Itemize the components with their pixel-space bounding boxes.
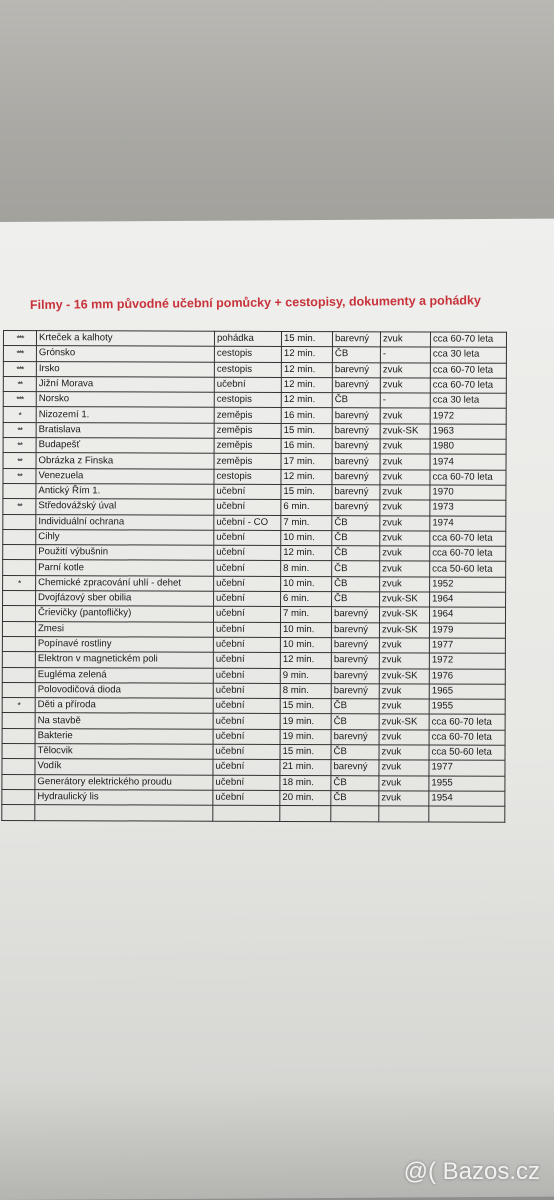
duration-cell: 12 min. [280,653,331,668]
duration-cell: 10 min. [281,530,332,545]
rating-cell [2,606,35,621]
sound-cell: zvuk [380,515,430,530]
title-cell: Bakterie [35,728,213,744]
rating-cell: ** [3,422,36,437]
rating-cell [2,774,35,789]
title-cell: Črievičky (pantofličky) [35,606,213,622]
color-cell: ČB [331,791,379,806]
table-row [3,331,506,348]
table-row [2,744,505,761]
category-cell: učební [214,591,281,607]
title-cell: Individuální ochrana [36,514,214,530]
duration-cell: 12 min. [281,377,332,392]
year-cell: 1973 [430,500,506,516]
title-cell: Bratislava [36,422,214,438]
table-row [3,575,506,592]
category-cell: učební [213,607,280,623]
title-cell: Popínavé rostliny [35,637,213,653]
category-cell: učební [213,790,280,806]
rating-cell: ** [3,453,36,468]
rating-cell: * [3,407,36,422]
rating-cell [2,652,35,667]
document-title: Filmy - 16 mm původné učební pomůcky + cestopisy, dokumenty a pohádky [29,293,481,312]
color-cell: ČB [331,775,379,790]
sound-cell: zvuk [380,577,430,592]
duration-cell: 6 min. [281,500,332,515]
year-cell: 1977 [429,638,505,654]
duration-cell: 8 min. [280,683,331,698]
table-row [3,514,506,531]
category-cell: cestopis [214,392,281,408]
category-cell: učební [214,377,281,393]
film-table [1,330,507,822]
table-row [3,499,506,516]
rating-cell [2,759,35,774]
sound-cell: - [380,347,430,362]
color-cell: barevný [332,439,380,454]
title-cell: Vodík [35,759,213,775]
category-cell: pohádka [214,331,281,347]
duration-cell: 7 min. [280,607,331,622]
color-cell: barevný [332,408,380,423]
duration-cell: 10 min. [281,576,332,591]
table-row [2,759,505,776]
year-cell: 1974 [430,516,506,532]
color-cell: barevný [332,362,380,377]
sound-cell: - [380,393,430,408]
sound-cell: zvuk [379,684,429,699]
rating-cell [2,728,35,743]
title-cell: Zmesi [35,621,213,637]
table-row [3,529,506,546]
duration-cell: 6 min. [281,592,332,607]
category-cell: učební [213,652,280,668]
duration-cell: 12 min. [281,347,332,362]
category-cell: učební [214,484,281,500]
sound-cell: zvuk [379,653,429,668]
table-row [3,422,506,439]
duration-cell: 12 min. [281,393,332,408]
category-cell: učební [214,576,281,592]
table-row [3,407,506,424]
title-cell: Irsko [36,361,214,377]
duration-cell: 15 min. [280,699,331,714]
title-cell: Nizozemí 1. [36,407,214,423]
year-cell: 1976 [429,669,505,685]
table-row [2,789,505,806]
rating-cell: ** [3,438,36,453]
rating-cell: ** [3,376,36,391]
year-cell: 1974 [430,454,506,470]
table-row [2,774,505,791]
sound-cell: zvuk [380,454,430,469]
category-cell: učební [213,744,280,760]
year-cell: cca 30 leta [430,393,506,409]
year-cell: 1965 [429,684,505,700]
category-cell: učební [213,622,280,638]
rating-cell [3,514,36,529]
rating-cell: ** [3,468,36,483]
year-cell: cca 50-60 leta [430,561,506,577]
table-row [3,483,506,500]
year-cell: cca 60-70 leta [429,730,505,746]
year-cell: 1972 [429,653,505,669]
rating-cell [2,636,35,651]
sound-cell: zvuk [380,531,430,546]
color-cell [331,806,379,821]
year-cell: 1980 [430,439,506,455]
rating-cell: *** [3,346,36,361]
rating-cell [3,560,36,575]
duration-cell: 10 min. [280,637,331,652]
year-cell: 1955 [429,699,505,715]
category-cell: zeměpis [214,423,281,439]
duration-cell: 19 min. [280,714,331,729]
duration-cell: 21 min. [280,760,331,775]
title-cell: Elektron v magnetickém poli [35,652,213,668]
film-table-body [2,331,507,822]
sound-cell: zvuk [380,408,430,423]
color-cell: barevný [331,638,379,653]
table-row [3,361,506,378]
color-cell: barevný [331,729,379,744]
color-cell: ČB [331,745,379,760]
color-cell: barevný [332,423,380,438]
year-cell: 1977 [429,760,505,776]
year-cell: 1970 [430,485,506,501]
title-cell: Eugléma zelená [35,667,213,683]
sound-cell: zvuk [380,485,430,500]
category-cell: učební [213,714,280,730]
table-row [3,438,506,455]
category-cell: zeměpis [214,454,281,470]
rating-cell: ** [3,499,36,514]
title-cell: Grónsko [36,346,214,362]
duration-cell: 8 min. [281,561,332,576]
sound-cell: zvuk-SK [379,714,429,729]
sound-cell: zvuk [379,760,429,775]
sound-cell: zvuk-SK [380,424,430,439]
title-cell: Polovodičová dioda [35,682,213,698]
year-cell: 1954 [429,791,505,807]
rating-cell [3,545,36,560]
sound-cell: zvuk [379,775,429,790]
table-row [3,468,506,485]
table-row [2,805,505,822]
color-cell: barevný [331,683,379,698]
year-cell: 1955 [429,776,505,792]
duration-cell [280,806,331,821]
table-row [2,698,505,715]
duration-cell: 7 min. [281,515,332,530]
year-cell: 1972 [430,408,506,424]
title-cell: Budapešť [36,438,214,454]
duration-cell: 10 min. [280,622,331,637]
duration-cell: 12 min. [281,362,332,377]
duration-cell: 16 min. [281,408,332,423]
year-cell: cca 60-70 leta [430,332,506,348]
duration-cell: 18 min. [280,775,331,790]
year-cell: cca 60-70 leta [429,714,505,730]
category-cell [213,805,280,821]
color-cell: ČB [331,714,379,729]
year-cell: 1964 [430,592,506,608]
duration-cell: 20 min. [280,790,331,805]
rating-cell [2,789,35,804]
title-cell: Středovážský úval [36,499,214,515]
title-cell: Chemické zpracování uhlí - dehet [36,575,214,591]
category-cell: zeměpis [214,438,281,454]
sound-cell: zvuk-SK [379,607,429,622]
duration-cell: 15 min. [281,331,332,346]
title-cell: Na stavbě [35,713,213,729]
duration-cell: 15 min. [280,744,331,759]
color-cell: ČB [332,531,380,546]
sound-cell: zvuk [379,745,429,760]
sound-cell: zvuk [380,561,430,576]
color-cell: ČB [332,592,380,607]
duration-cell: 15 min. [281,484,332,499]
table-row [3,346,506,363]
year-cell: cca 30 leta [430,347,506,363]
duration-cell: 19 min. [280,729,331,744]
year-cell: 1952 [430,577,506,593]
duration-cell: 12 min. [281,546,332,561]
sound-cell: zvuk-SK [379,668,429,683]
category-cell: učební [214,561,281,577]
rating-cell [3,591,36,606]
duration-cell: 12 min. [281,469,332,484]
category-cell: učební [213,683,280,699]
year-cell: 1979 [429,623,505,639]
color-cell: barevný [331,622,379,637]
table-row [2,728,505,745]
rating-cell: *** [3,331,36,346]
title-cell: Použití výbušnin [36,545,214,561]
table-row [3,392,506,409]
color-cell: ČB [332,561,380,576]
rating-cell [2,621,35,636]
rating-cell [2,744,35,759]
category-cell: učební [213,729,280,745]
table-row [2,636,505,653]
sound-cell: zvuk [379,791,429,806]
table-row [2,606,505,623]
rating-cell [3,483,36,498]
category-cell: učební [213,698,280,714]
title-cell: Cihly [36,529,214,545]
sound-cell: zvuk [380,378,430,393]
sound-cell: zvuk [380,362,430,377]
title-cell: Obrázka z Finska [36,453,214,469]
sound-cell: zvuk-SK [380,592,430,607]
title-cell: Parní kotle [36,560,214,576]
sound-cell: zvuk-SK [379,622,429,637]
sound-cell: zvuk [380,332,430,347]
sound-cell: zvuk [379,638,429,653]
table-row [2,682,505,699]
table-row [2,667,505,684]
rating-cell: *** [3,392,36,407]
sound-cell: zvuk [380,469,430,484]
rating-cell: *** [3,361,36,376]
category-cell: učební [214,545,281,561]
background-wall [0,0,554,226]
category-cell: učební [213,760,280,776]
rating-cell: * [2,698,35,713]
title-cell: Dvojfázový sber obilia [36,591,214,607]
category-cell: učební [214,530,281,546]
title-cell: Jižní Morava [36,377,214,393]
color-cell: barevný [332,332,380,347]
color-cell: barevný [332,485,380,500]
rating-cell: * [3,575,36,590]
table-row [2,621,505,638]
color-cell: barevný [332,454,380,469]
title-cell [35,805,213,821]
color-cell: ČB [332,515,380,530]
sound-cell [379,806,429,821]
sound-cell: zvuk [380,500,430,515]
title-cell: Venezuela [36,468,214,484]
year-cell: cca 60-70 leta [430,531,506,547]
category-cell: učební [213,637,280,653]
title-cell: Děti a příroda [35,698,213,714]
sound-cell: zvuk [379,730,429,745]
category-cell: cestopis [214,347,281,363]
category-cell: zeměpis [214,408,281,424]
duration-cell: 17 min. [281,454,332,469]
category-cell: cestopis [214,469,281,485]
year-cell: cca 50-60 leta [429,745,505,761]
bazos-watermark: @( Bazos.cz [403,1158,540,1185]
category-cell: učební [214,500,281,516]
duration-cell: 15 min. [281,423,332,438]
duration-cell: 9 min. [280,668,331,683]
color-cell: barevný [331,760,379,775]
category-cell: učební [213,668,280,684]
color-cell: ČB [332,347,380,362]
title-cell: Norsko [36,392,214,408]
year-cell: cca 60-70 leta [430,378,506,394]
category-cell: učební - CO [214,515,281,531]
rating-cell [3,529,36,544]
table-row [3,545,506,562]
title-cell: Antický Řím 1. [36,484,214,500]
color-cell: barevný [331,653,379,668]
color-cell: barevný [332,378,380,393]
color-cell: barevný [331,607,379,622]
sound-cell: zvuk [380,439,430,454]
duration-cell: 16 min. [281,439,332,454]
color-cell: barevný [332,469,380,484]
title-cell: Tělocvik [35,744,213,760]
year-cell [429,806,505,822]
category-cell: cestopis [214,362,281,378]
rating-cell [2,682,35,697]
rating-cell [2,805,35,820]
rating-cell [2,713,35,728]
sound-cell: zvuk [379,699,429,714]
color-cell: ČB [331,699,379,714]
color-cell: ČB [332,576,380,591]
color-cell: barevný [331,668,379,683]
table-row [3,591,506,608]
table-row [2,713,505,730]
title-cell: Krteček a kalhoty [36,331,214,347]
sound-cell: zvuk [380,546,430,561]
color-cell: ČB [332,546,380,561]
title-cell: Generátory elektrického proudu [35,774,213,790]
table-row [2,652,505,669]
table-row [3,376,506,393]
year-cell: 1963 [430,424,506,440]
year-cell: cca 60-70 leta [430,546,506,562]
color-cell: barevný [332,500,380,515]
color-cell: ČB [332,393,380,408]
title-cell: Hydraulický lis [35,790,213,806]
year-cell: cca 60-70 leta [430,470,506,486]
year-cell: cca 60-70 leta [430,363,506,379]
rating-cell [2,667,35,682]
table-row [3,560,506,577]
table-row [3,453,506,470]
category-cell: učební [213,775,280,791]
year-cell: 1964 [429,607,505,623]
